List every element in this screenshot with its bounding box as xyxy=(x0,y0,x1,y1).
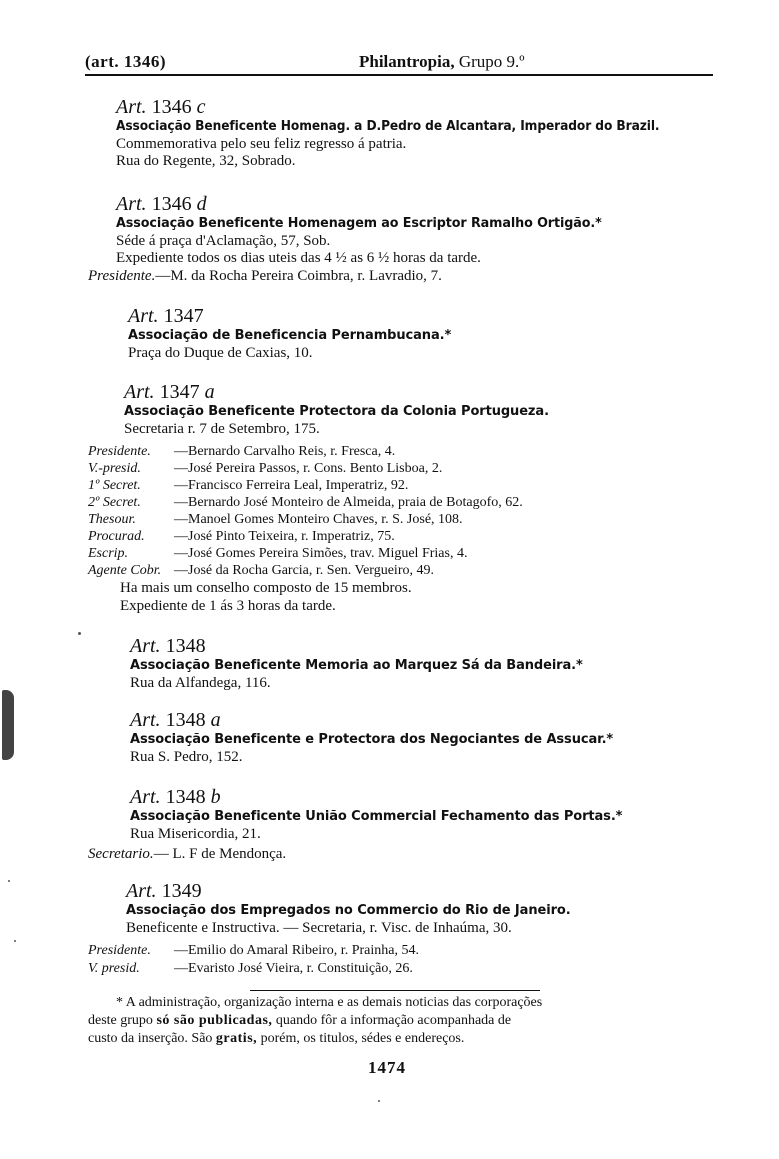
officer-role: 1º Secret. xyxy=(88,478,141,493)
officer-role: Agente Cobr. xyxy=(88,563,162,578)
officer-text: —Evaristo José Vieira, r. Constituição, 26. xyxy=(174,961,413,976)
entry-note: Ha mais um conselho composto de 15 membros. xyxy=(120,580,412,596)
officer-line xyxy=(88,563,434,578)
entry-1346-d xyxy=(116,193,612,267)
entry-line: Secretaria r. 7 de Setembro, 175. xyxy=(124,421,320,437)
entry-line: Séde á praça d'Aclamação, 57, Sob. xyxy=(116,233,331,249)
entry-title: Associação Beneficente e Protectora dos Negociantes de Assucar.* xyxy=(130,732,614,747)
article-number xyxy=(116,193,612,215)
footnote-emphasis: só são publicadas, xyxy=(156,1013,273,1028)
header-section xyxy=(359,52,525,72)
article-num: 1348 xyxy=(165,709,206,731)
footnote-rule xyxy=(250,990,540,991)
article-suffix: a xyxy=(204,381,215,403)
article-number xyxy=(128,305,451,327)
article-num: 1346 xyxy=(151,96,192,118)
footnote-emphasis: gratis, xyxy=(215,1031,258,1046)
footnote-text: deste grupo xyxy=(88,1013,157,1028)
article-number xyxy=(130,786,622,808)
officer-text: —Francisco Ferreira Leal, Imperatriz, 92. xyxy=(174,478,409,493)
article-prefix: Art. xyxy=(116,96,147,118)
entry-title: Associação dos Empregados no Commercio do Rio de Janeiro. xyxy=(126,903,571,918)
scan-speck xyxy=(14,940,16,942)
officer-role: Thesour. xyxy=(88,512,136,527)
page-number: 1474 xyxy=(368,1058,406,1077)
footnote-text: porém, os titulos, sédes e endereços. xyxy=(257,1031,465,1046)
officer-text: —M. da Rocha Pereira Coimbra, r. Lavradio, 7. xyxy=(155,268,442,284)
officer-line xyxy=(88,461,442,476)
officer-role: Presidente. xyxy=(88,268,156,284)
scan-smudge xyxy=(2,690,14,760)
officer-role: Procurad. xyxy=(88,529,145,544)
officer-text: — L. F de Mendonça. xyxy=(153,846,287,862)
article-prefix: Art. xyxy=(124,381,155,403)
article-number xyxy=(126,880,571,902)
article-num: 1346 xyxy=(151,193,192,215)
scan-speck xyxy=(8,880,10,882)
officer-text: —Bernardo José Monteiro de Almeida, praia de Botagofo, 62. xyxy=(174,495,523,510)
article-number xyxy=(130,635,583,657)
scan-speck xyxy=(78,632,81,635)
officer-text: —Emilio do Amaral Ribeiro, r. Prainha, 54. xyxy=(174,943,419,958)
entry-line: Rua Misericordia, 21. xyxy=(130,826,261,842)
entry-line: Rua do Regente, 32, Sobrado. xyxy=(116,153,296,169)
entry-1347-a xyxy=(124,381,549,438)
article-number xyxy=(124,381,549,403)
officer-line xyxy=(88,495,523,510)
footnote-line xyxy=(88,1012,716,1030)
header-section-name: Philantropia, xyxy=(359,52,455,71)
entry-1349 xyxy=(126,880,571,937)
entry-line: Rua da Alfandega, 116. xyxy=(130,675,271,691)
footnote-line xyxy=(88,1030,716,1048)
article-num: 1348 xyxy=(165,635,206,657)
header-rule xyxy=(85,74,713,76)
article-suffix: d xyxy=(196,193,207,215)
entry-1346-c xyxy=(116,96,694,170)
entry-line: Expediente todos os dias uteis das 4 ½ as 6 ½ horas da tarde. xyxy=(116,250,481,266)
footnote-text: quando fôr a informação acompanhada de xyxy=(272,1013,512,1028)
officer-text: —Manoel Gomes Monteiro Chaves, r. S. José, 108. xyxy=(174,512,463,527)
entry-1347 xyxy=(128,305,451,362)
footnote-line xyxy=(88,994,716,1012)
entry-1348-b xyxy=(130,786,622,843)
officer-line xyxy=(88,268,442,285)
article-prefix: Art. xyxy=(126,880,157,902)
article-num: 1347 xyxy=(163,305,204,327)
officer-text: —José Pereira Passos, r. Cons. Bento Lisboa, 2. xyxy=(174,461,443,476)
entry-title: Associação de Beneficencia Pernambucana.* xyxy=(128,328,452,343)
officer-line xyxy=(88,943,419,958)
officer-line xyxy=(88,961,413,976)
entry-title: Associação Beneficente Homenagem ao Escriptor Ramalho Ortigão.* xyxy=(116,216,602,231)
scan-speck xyxy=(378,1100,380,1102)
entry-line: Commemorativa pelo seu feliz regresso á patria. xyxy=(116,136,407,152)
article-prefix: Art. xyxy=(116,193,147,215)
footnote xyxy=(88,994,716,1048)
officer-text: —Bernardo Carvalho Reis, r. Fresca, 4. xyxy=(174,444,396,459)
article-number xyxy=(116,96,694,118)
entry-note: Expediente de 1 ás 3 horas da tarde. xyxy=(120,598,336,614)
officer-line xyxy=(88,478,408,493)
article-prefix: Art. xyxy=(130,635,161,657)
article-suffix: a xyxy=(210,709,221,731)
article-suffix: b xyxy=(210,786,221,808)
officer-line xyxy=(88,546,467,561)
article-prefix: Art. xyxy=(130,786,161,808)
entry-line: Praça do Duque de Caxias, 10. xyxy=(128,345,313,361)
entry-line: Beneficente e Instructiva. — Secretaria, r. Visc. de Inhaúma, 30. xyxy=(126,920,512,936)
entry-line: Rua S. Pedro, 152. xyxy=(130,749,243,765)
article-num: 1349 xyxy=(161,880,202,902)
officer-line xyxy=(88,444,395,459)
officer-line xyxy=(88,529,395,544)
header-article-range: (art. 1346) xyxy=(85,52,167,71)
officer-role: V.-presid. xyxy=(88,461,141,476)
footnote-text: custo da inserção. São xyxy=(88,1031,216,1046)
officer-role: Secretario. xyxy=(88,846,154,862)
officer-role: Presidente. xyxy=(88,943,151,958)
officer-text: —José Gomes Pereira Simões, trav. Miguel Frias, 4. xyxy=(174,546,468,561)
officer-text: —José da Rocha Garcia, r. Sen. Vergueiro, 49. xyxy=(174,563,434,578)
officer-line xyxy=(88,846,286,863)
officer-role: Presidente. xyxy=(88,444,151,459)
officer-role: 2º Secret. xyxy=(88,495,141,510)
officer-line xyxy=(88,512,463,527)
article-suffix: c xyxy=(196,96,206,118)
entry-1348-a xyxy=(130,709,613,766)
running-header xyxy=(85,50,713,76)
article-prefix: Art. xyxy=(128,305,159,327)
article-prefix: Art. xyxy=(130,709,161,731)
article-num: 1347 xyxy=(159,381,200,403)
entry-title: Associação Beneficente Memoria ao Marquez Sá da Bandeira.* xyxy=(130,658,583,673)
officer-role: V. presid. xyxy=(88,961,140,976)
entry-title: Associação Beneficente União Commercial Fechamento das Portas.* xyxy=(130,809,623,824)
entry-1348 xyxy=(130,635,583,692)
header-group: Grupo 9.º xyxy=(454,52,525,71)
officer-text: —José Pinto Teixeira, r. Imperatriz, 75. xyxy=(174,529,395,544)
article-number xyxy=(130,709,613,731)
entry-title: Associação Beneficente Homenag. a D.Pedro de Alcantara, Imperador do Brazil. xyxy=(116,119,660,134)
officer-role: Escrip. xyxy=(88,546,129,561)
entry-title: Associação Beneficente Protectora da Colonia Portugueza. xyxy=(124,404,549,419)
article-num: 1348 xyxy=(165,786,206,808)
footnote-text: * A administração, organização interna e as demais noticias das corporações xyxy=(116,995,543,1010)
